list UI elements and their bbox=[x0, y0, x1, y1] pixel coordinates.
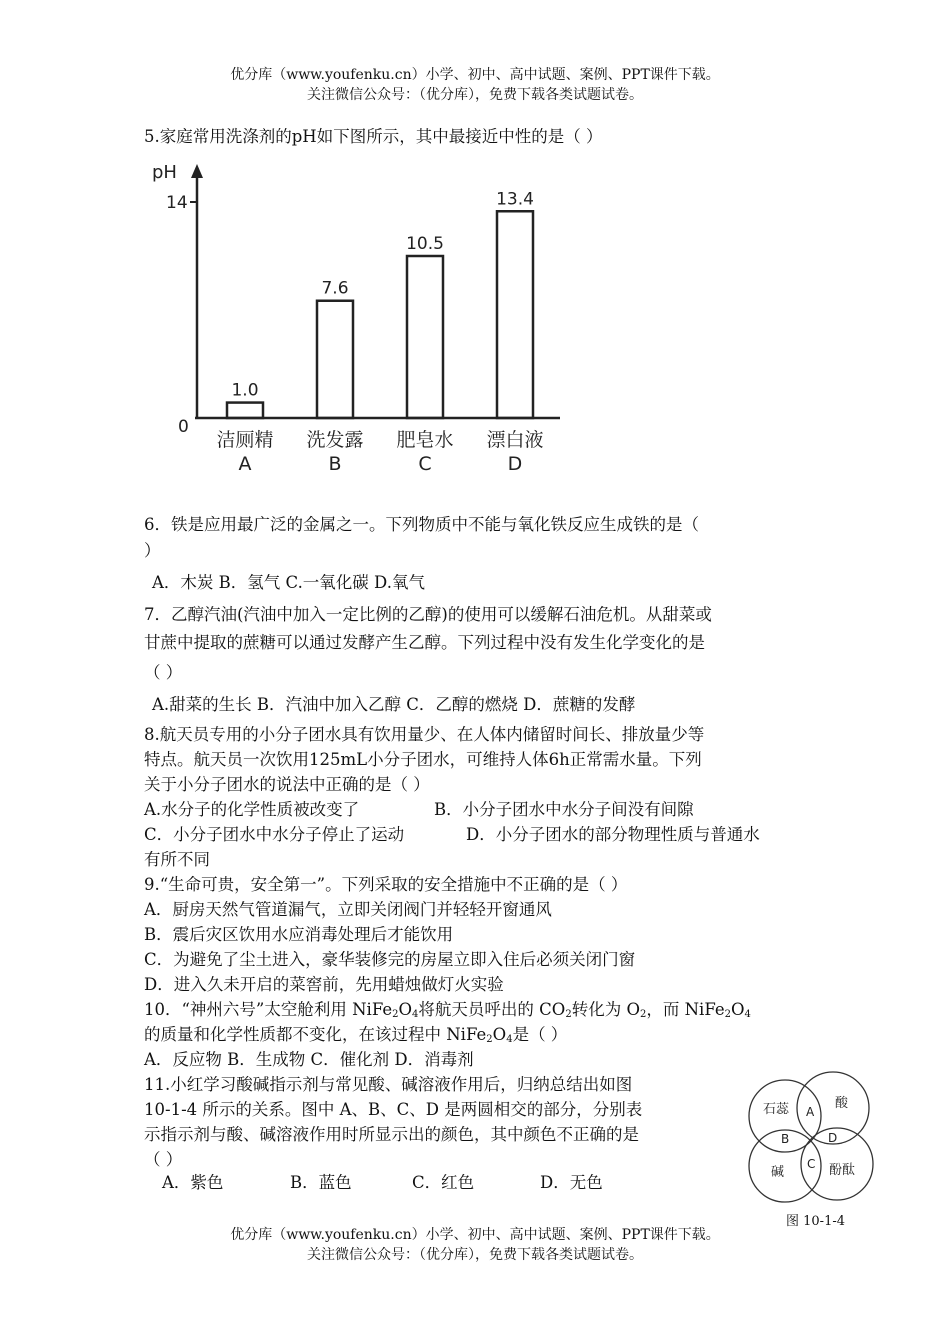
question-9-option-c: C．为避免了尘土进入，豪华装修完的房屋立即入住后必须关闭门窗 bbox=[144, 950, 636, 969]
venn-label-acid: 酸 bbox=[835, 1096, 849, 1111]
category-label: 洗发露 bbox=[306, 429, 364, 451]
bar-a bbox=[227, 403, 263, 418]
question-11-options bbox=[162, 1170, 830, 1195]
bar-d bbox=[497, 211, 533, 418]
venn-region-b: B bbox=[781, 1132, 790, 1146]
q10-sub: 2 bbox=[486, 1034, 493, 1045]
question-5-stem: 5.家庭常用洗涤剂的pH如下图所示，其中最接近中性的是（ ） bbox=[144, 127, 603, 146]
question-11-option-a: A．紫色 bbox=[162, 1173, 224, 1192]
question-7-line-1: 7．乙醇汽油(汽油中加入一定比例的乙醇)的使用可以缓解石油危机。从甜菜或 bbox=[144, 605, 712, 624]
q10-sub: 4 bbox=[506, 1034, 513, 1045]
question-8-option-b: B．小分子团水中水分子间没有间隙 bbox=[434, 800, 694, 819]
question-8-options-cd bbox=[144, 822, 812, 847]
question-7-line-2: 甘蔗中提取的蔗糖可以通过发酵产生乙醇。下列过程中没有发生化学变化的是 bbox=[144, 633, 705, 652]
bar-c bbox=[407, 256, 443, 418]
question-7-line-3: （ ） bbox=[144, 663, 183, 682]
question-11-line-3: 示指示剂与酸、碱溶液作用时所显示出的颜色，其中颜色不正确的是 bbox=[144, 1125, 639, 1144]
category-letter: C bbox=[418, 453, 432, 475]
question-8-option-c: C．小分子团水中水分子停止了运动 bbox=[144, 825, 405, 844]
q10-sub: 4 bbox=[744, 1009, 751, 1020]
footer-line-1: 优分库（www.youfenku.cn）小学、初中、高中试题、案例、PPT课件下载。 bbox=[230, 1227, 720, 1243]
question-11-option-b: B．蓝色 bbox=[290, 1173, 352, 1192]
venn-caption: 图 10-1-4 bbox=[786, 1214, 846, 1229]
q10-text: 转化为 O bbox=[571, 1000, 640, 1019]
question-11-line-2: 10-1-4 所示的关系。图中 A、B、C、D 是两圆相交的部分，分别表 bbox=[144, 1100, 643, 1119]
q10-text: O bbox=[731, 1000, 745, 1019]
question-6-stem: 6．铁是应用最广泛的金属之一。下列物质中不能与氧化铁反应生成铁的是（ bbox=[144, 515, 699, 534]
question-8-line-3: 关于小分子团水的说法中正确的是（ ） bbox=[144, 775, 430, 794]
question-11-option-c: C．红色 bbox=[412, 1173, 475, 1192]
y-tick-label-14: 14 bbox=[166, 193, 188, 213]
venn-region-c: C bbox=[807, 1157, 816, 1171]
bar-value-label: 13.4 bbox=[496, 189, 534, 210]
bar-b bbox=[317, 301, 353, 418]
question-8-option-d: D．小分子团水的部分物理性质与普通水 bbox=[466, 825, 760, 844]
bar-value-label: 1.0 bbox=[231, 380, 259, 401]
category-label: 肥皂水 bbox=[396, 429, 454, 451]
question-9-option-a: A．厨房天然气管道漏气，立即关闭阀门并轻轻开窗通风 bbox=[144, 900, 552, 919]
question-10-options: A．反应物 B．生成物 C．催化剂 D．消毒剂 bbox=[144, 1050, 474, 1069]
q10-sub: 2 bbox=[565, 1009, 572, 1020]
question-6-options: A．木炭 B．氢气 C.一氧化碳 D.氧气 bbox=[152, 573, 425, 592]
q10-text: 10．“神州六号”太空舱利用 NiFe bbox=[144, 1000, 393, 1019]
y-tick-label-0: 0 bbox=[178, 417, 189, 437]
venn-label-base: 碱 bbox=[771, 1165, 785, 1180]
y-axis-label: pH bbox=[152, 162, 177, 183]
question-6-stem-end: ） bbox=[144, 541, 161, 560]
category-letter: B bbox=[328, 453, 342, 475]
question-8-options-ab bbox=[144, 797, 812, 822]
q10-text: 将航天员呼出的 CO bbox=[418, 1000, 566, 1019]
category-letter: D bbox=[507, 453, 523, 475]
category-letter: A bbox=[238, 453, 252, 475]
category-label: 漂白液 bbox=[486, 429, 544, 451]
header-line-2: 关注微信公众号：（优分库），免费下载各类试题试卷。 bbox=[307, 87, 643, 103]
bar-value-label: 10.5 bbox=[406, 234, 444, 254]
venn-region-d: D bbox=[828, 1131, 838, 1145]
question-8-option-a: A.水分子的化学性质被改变了 bbox=[144, 800, 360, 819]
question-9-stem: 9.“生命可贵，安全第一”。下列采取的安全措施中不正确的是（ ） bbox=[144, 875, 628, 894]
question-11-option-d: D．无色 bbox=[540, 1173, 603, 1192]
question-9-option-b: B．震后灾区饮用水应消毒处理后才能饮用 bbox=[144, 925, 454, 944]
question-11-line-1: 11.小红学习酸碱指示剂与常见酸、碱溶液作用后，归纳总结出如图 bbox=[144, 1075, 633, 1094]
q10-sub: 4 bbox=[412, 1009, 419, 1020]
venn-diagram bbox=[743, 1064, 883, 1204]
venn-label-phenol: 酚酞 bbox=[829, 1163, 856, 1178]
q10-text: ，而 NiFe bbox=[646, 1000, 725, 1019]
venn-region-a: A bbox=[806, 1105, 815, 1119]
question-11-line-4: （ ） bbox=[144, 1150, 183, 1169]
question-7-options: A.甜菜的生长 B．汽油中加入乙醇 C．乙醇的燃烧 D．蔗糖的发酵 bbox=[152, 695, 636, 714]
category-label: 洁厕精 bbox=[216, 429, 274, 451]
q10-sub: 2 bbox=[392, 1009, 399, 1020]
question-9-option-d: D．进入久未开启的菜窖前，先用蜡烛做灯火实验 bbox=[144, 975, 504, 994]
q10-text: O bbox=[492, 1025, 507, 1044]
ph-bar-chart bbox=[140, 150, 580, 480]
q10-text: O bbox=[398, 1000, 413, 1019]
q10-sub: 2 bbox=[724, 1009, 732, 1020]
y-axis-arrow bbox=[191, 164, 203, 178]
question-8-line-2: 特点。航天员一次饮用125mL小分子团水，可维持人体6h正常需水量。下列 bbox=[144, 750, 702, 769]
header-line-1: 优分库（www.youfenku.cn）小学、初中、高中试题、案例、PPT课件下载。 bbox=[230, 67, 720, 83]
question-8-option-d-cont: 有所不同 bbox=[144, 850, 210, 869]
bar-value-label: 7.6 bbox=[321, 278, 349, 299]
footer-line-2: 关注微信公众号：（优分库），免费下载各类试题试卷。 bbox=[307, 1247, 643, 1263]
q10-text: 的质量和化学性质都不变化，在该过程中 NiFe bbox=[144, 1025, 487, 1044]
q10-text: 是（ ） bbox=[512, 1025, 568, 1044]
q10-sub: 2 bbox=[639, 1009, 647, 1020]
venn-label-litmus: 石蕊 bbox=[763, 1102, 790, 1117]
question-8-line-1: 8.航天员专用的小分子团水具有饮用量少、在人体内储留时间长、排放量少等 bbox=[144, 725, 705, 744]
